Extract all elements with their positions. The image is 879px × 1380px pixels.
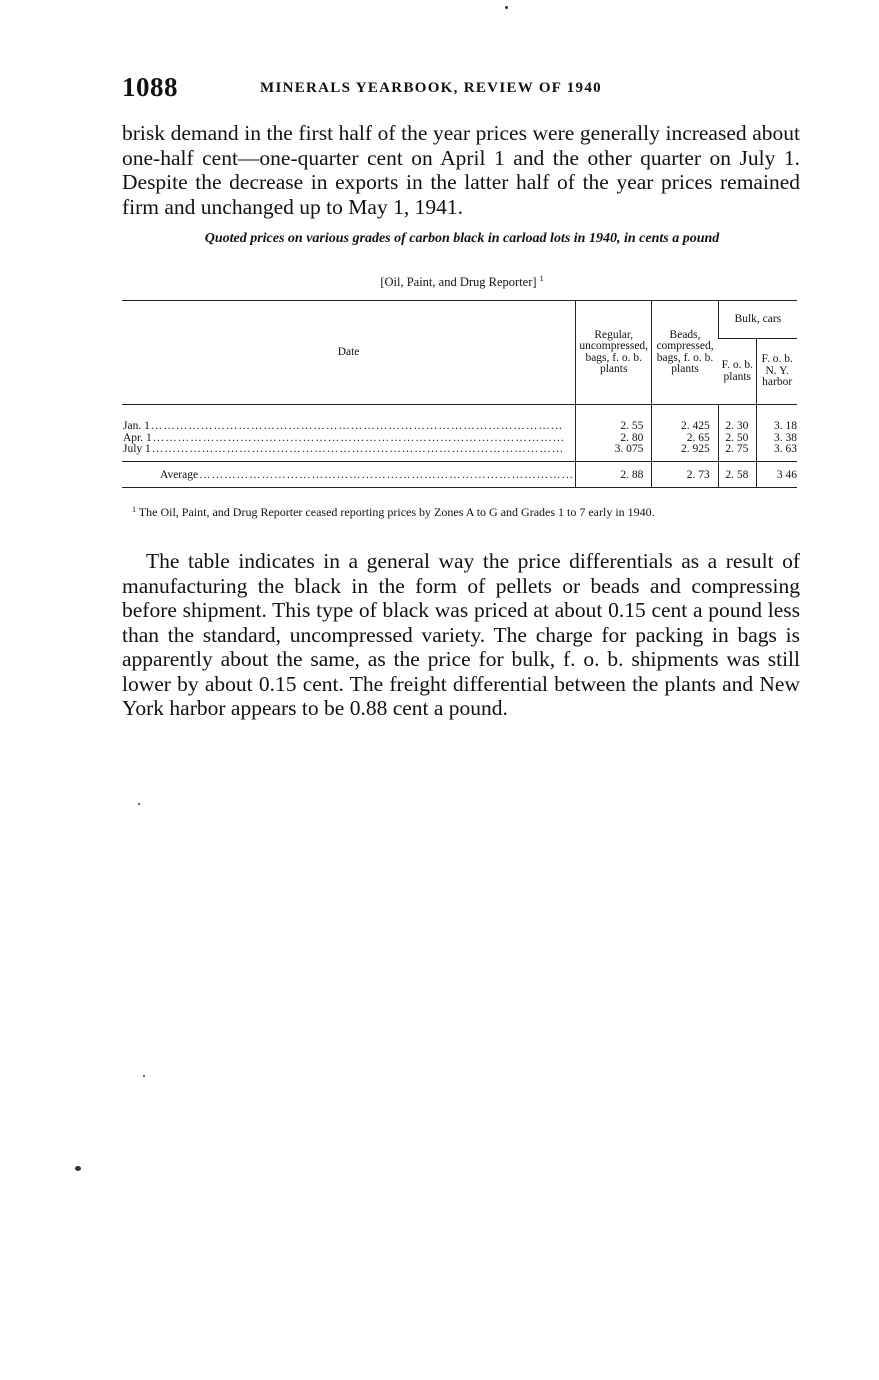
cell-regular: 2. 80 — [576, 433, 652, 445]
page-header — [122, 72, 802, 106]
cell-bulk-plants: 2. 30 — [718, 405, 757, 433]
column-header-bulk-cars: Bulk, cars — [718, 301, 797, 339]
table-body — [122, 405, 797, 462]
column-header-beads: Beads, compressed, bags, f. o. b. plants — [652, 301, 718, 405]
scan-speck — [75, 1166, 81, 1171]
scan-speck — [505, 6, 508, 9]
row-date: Jan. 1 — [123, 420, 150, 432]
cell-regular: 3. 075 — [576, 444, 652, 461]
row-date: Apr. 1 — [123, 432, 152, 444]
cell-beads: 2. 925 — [652, 444, 718, 461]
footnote-mark: 1 — [132, 505, 136, 514]
cell-bulk-ny: 3. 18 — [757, 405, 797, 433]
cell-bulk-plants: 2. 75 — [718, 444, 757, 461]
running-head: MINERALS YEARBOOK, REVIEW OF 1940 — [260, 80, 602, 96]
price-table — [122, 300, 797, 488]
cell-regular: 2. 55 — [576, 405, 652, 433]
table-footnote — [122, 506, 800, 519]
avg-bulk-plants: 2. 58 — [718, 461, 757, 487]
paragraph-1: brisk demand in the first half of the year prices were generally increased about one-half cent—one-quarter cent on April 1 and the other quarter on July 1. Despite the decrease in exports in the latter half of the year prices remained firm and unchanged up to May 1, 1941. — [122, 121, 800, 219]
cell-beads: 2. 425 — [652, 405, 718, 433]
avg-beads: 2. 73 — [652, 461, 718, 487]
row-date: July 1 — [123, 444, 151, 455]
average-label-cell — [122, 461, 576, 487]
column-header-regular: Regular, uncompressed, bags, f. o. b. plants — [576, 301, 652, 405]
cell-beads: 2. 65 — [652, 433, 718, 445]
cell-bulk-ny: 3. 38 — [757, 433, 797, 445]
table-source — [122, 275, 802, 290]
dot-leader: ……………………………………………………………………………………… — [152, 432, 566, 444]
column-header-bulk-fob-ny: F. o. b. N. Y. harbor — [757, 339, 797, 405]
cell-bulk-plants: 2. 50 — [718, 433, 757, 445]
scan-speck — [143, 1075, 145, 1077]
table-caption: Quoted prices on various grades of carbon black in carload lots in 1940, in cents a pound — [204, 231, 720, 246]
source-footnote-mark: 1 — [539, 274, 544, 283]
footnote-text: The Oil, Paint, and Drug Reporter ceased reporting prices by Zones A to G and Grades 1 to 7 early in 1940. — [138, 505, 655, 519]
avg-bulk-ny: 3 46 — [757, 461, 797, 487]
scan-speck — [138, 803, 140, 805]
average-row — [122, 461, 797, 487]
page-number: 1088 — [122, 72, 178, 102]
average-label: Average — [160, 468, 199, 481]
cell-bulk-ny: 3. 63 — [757, 444, 797, 461]
dot-leader: ……………………………………………………………………………………… — [151, 444, 565, 455]
table-row — [122, 405, 797, 433]
row-date-cell — [122, 444, 576, 461]
row-date-cell — [122, 405, 576, 433]
column-header-date: Date — [122, 301, 576, 405]
avg-regular: 2. 88 — [576, 461, 652, 487]
dot-leader: ……………………………………………………………………………… — [199, 468, 575, 481]
table-row-average — [122, 461, 797, 487]
paragraph-2: The table indicates in a general way the price differentials as a result of manufacturing the black in the form of pellets or beads and compressing before shipment. This type of black was priced at about 0.15 cent a pound less than the standard, uncompressed variety. The charge for packing in bags is apparently about the same, as the price for bulk, f. o. b. shipments was still lower by about 0.15 cent. The freight differential between the plants and New York harbor appears to be 0.88 cent a pound. — [122, 549, 800, 720]
row-date-cell — [122, 433, 576, 445]
table-source-text: [Oil, Paint, and Drug Reporter] — [380, 275, 537, 289]
table-row — [122, 444, 797, 461]
column-header-bulk-fob-plants: F. o. b. plants — [718, 339, 757, 405]
dot-leader: ……………………………………………………………………………………… — [150, 420, 564, 432]
